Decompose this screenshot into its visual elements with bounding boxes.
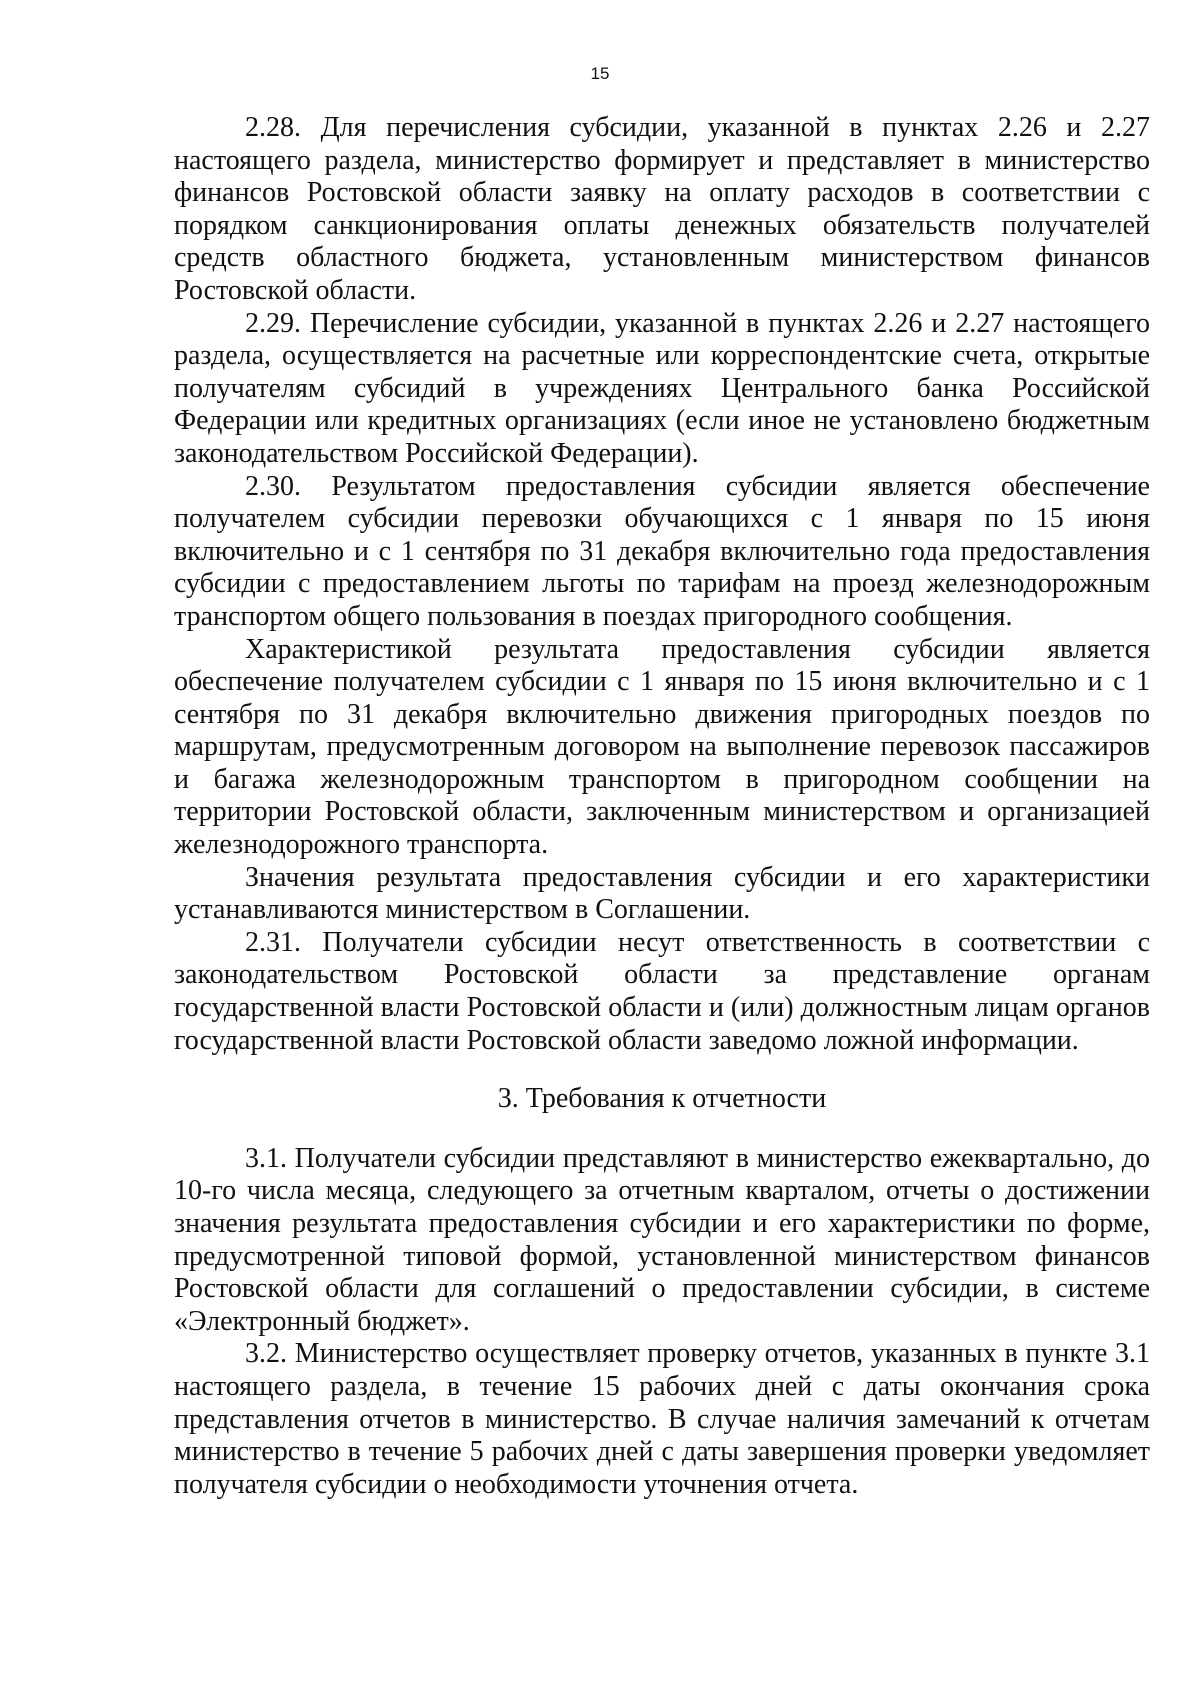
paragraph-result-values: Значения результата предоставления субсидии и его характеристики устанавливаются министерством в Соглашении. (174, 861, 1150, 926)
paragraph-result-characteristic: Характеристикой результата предоставления субсидии является обеспечение получателем субсидии с 1 января по 15 июня включительно и с 1 сентября по 31 декабря включительно движения пригородных поездов по маршрутам, предусмотренным договором на выполнение перевозок пассажиров и багажа железнодорожным транспортом в пригородном сообщении на территории Ростовской области, заключенным министерством и организацией железнодорожного транспорта. (174, 633, 1150, 861)
paragraph-2-28: 2.28. Для перечисления субсидии, указанной в пунктах 2.26 и 2.27 настоящего раздела, министерство формирует и представляет в министерство финансов Ростовской области заявку на оплату расходов в соответствии с порядком санкционирования оплаты денежных обязательств получателей средств областного бюджета, установленным министерством финансов Ростовской области. (174, 112, 1150, 306)
paragraph-3-2: 3.2. Министерство осуществляет проверку отчетов, указанных в пункте 3.1 настоящего раздела, в течение 15 рабочих дней с даты окончания срока представления отчетов в министерство. В случае наличия замечаний к отчетам министерство в течение 5 рабочих дней с даты завершения проверки уведомляет получателя субсидии о необходимости уточнения отчета. (174, 1338, 1150, 1500)
paragraph-2-31: 2.31. Получатели субсидии несут ответственность в соответствии с законодательством Ростовской области за представление органам государственной власти Ростовской области и (или) должностным лицам органов государственной власти Ростовской области заведомо ложной информации. (174, 926, 1150, 1056)
section-heading: 3. Требования к отчетности (497, 1083, 827, 1115)
paragraph-3-1: 3.1. Получатели субсидии представляют в министерство ежеквартально, до 10-го числа месяца, следующего за отчетным кварталом, отчеты о достижении значения результата предоставления субсидии и его характеристики по форме, предусмотренной типовой формой, установленной министерством финансов Ростовской области для соглашений о предоставлении субсидии, в системе «Электронный бюджет». (174, 1142, 1150, 1337)
document-body (174, 112, 1150, 1501)
paragraph-2-30: 2.30. Результатом предоставления субсидии является обеспечение получателем субсидии перевозки обучающихся с 1 января по 15 июня включительно и с 1 сентября по 31 декабря включительно года предоставления субсидии с предоставлением льготы по тарифам на проезд железнодорожным транспортом общего пользования в поездах пригородного сообщения. (174, 470, 1150, 632)
page-number: 15 (590, 64, 610, 83)
paragraph-2-29: 2.29. Перечисление субсидии, указанной в пунктах 2.26 и 2.27 настоящего раздела, осуществляется на расчетные или корреспондентские счета, открытые получателям субсидий в учреждениях Центрального банка Российской Федерации или кредитных организациях (если иное не установлено бюджетным законодательством Российской Федерации). (174, 307, 1150, 469)
